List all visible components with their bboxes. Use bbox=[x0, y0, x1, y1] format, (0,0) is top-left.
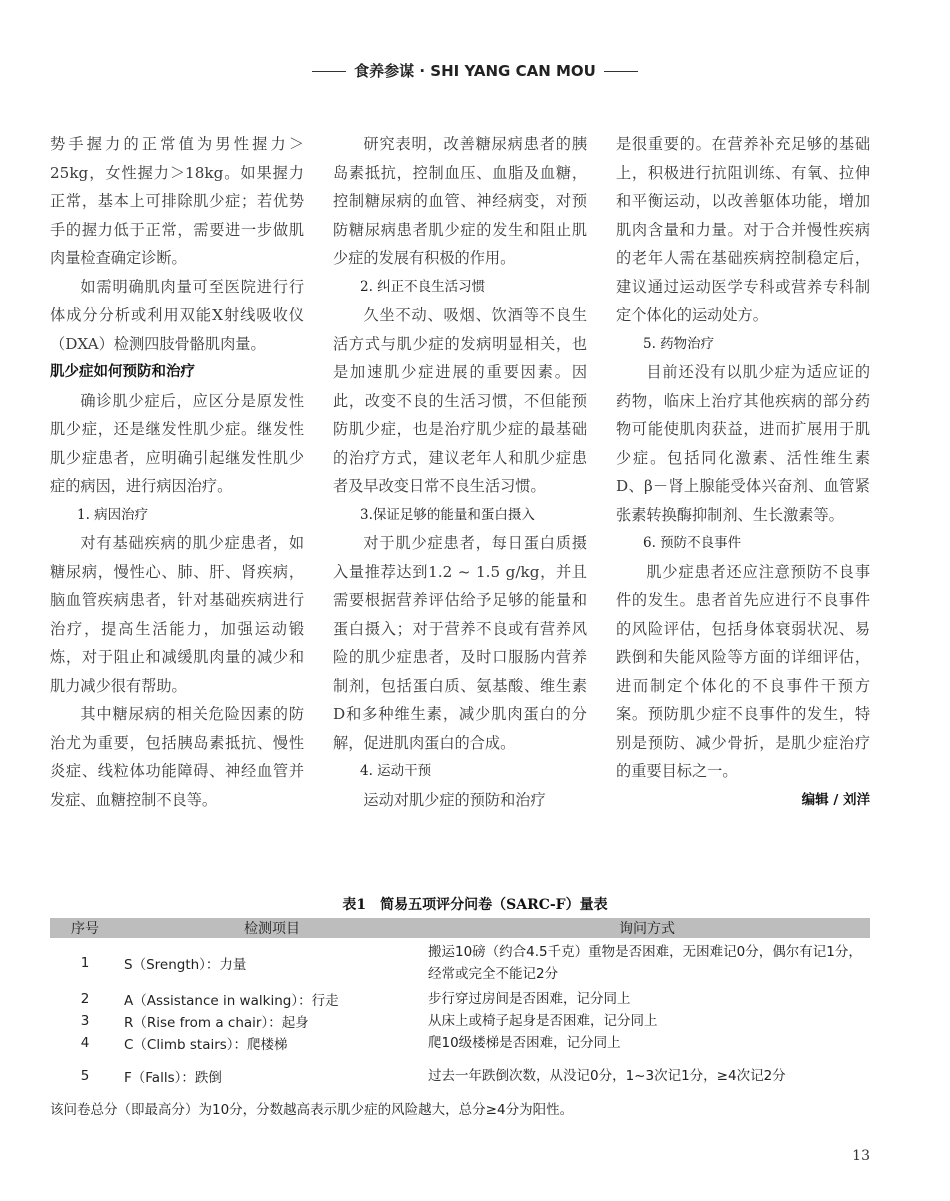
paragraph: 运动对肌少症的预防和治疗 bbox=[363, 790, 546, 809]
section-heading: 肌少症如何预防和治疗 bbox=[50, 364, 195, 380]
table-row bbox=[50, 988, 870, 1010]
row-item: R（Rise from a chair）：起身 bbox=[124, 1015, 309, 1031]
subheading: 5. 药物治疗 bbox=[643, 335, 715, 352]
header-cell: 序号 bbox=[50, 918, 120, 938]
page-header bbox=[0, 60, 950, 81]
paragraph: 久坐不动、吸烟、饮酒等不良生活方式与肌少症的发病明显相关，也是加速肌少症进展的重要因素。因此，改变不良的生活习惯，不但能预防肌少症，也是治疗肌少症的最基础的治疗方式，建议老年人和肌少症患者及早改变日常不良生活习惯。 bbox=[333, 306, 587, 495]
editor-credit: 编辑 / 刘洋 bbox=[801, 791, 870, 808]
header-rule-left bbox=[312, 71, 346, 72]
article-body bbox=[50, 130, 870, 890]
column-1 bbox=[50, 130, 304, 890]
row-method: 从床上或椅子起身是否困难，记分同上 bbox=[428, 1013, 658, 1029]
row-method: 步行穿过房间是否困难，记分同上 bbox=[428, 991, 631, 1007]
row-item: C（Climb stairs）：爬楼梯 bbox=[124, 1037, 288, 1053]
row-number: 3 bbox=[80, 1013, 90, 1029]
page-number: 13 bbox=[852, 1148, 870, 1164]
header-cell: 询问方式 bbox=[424, 918, 870, 938]
header-title: 食养参谋 · SHI YANG CAN MOU bbox=[354, 62, 596, 80]
table-header-row bbox=[50, 918, 870, 938]
table-row bbox=[50, 1032, 870, 1054]
paragraph: 是很重要的。在营养补充足够的基础上，积极进行抗阻训练、有氧、拉伸和平衡运动，以改善躯体功能，增加肌肉含量和力量。对于合并慢性疾病的老年人需在基础疾病控制稳定后，建议通过运动医学专科或营养专科制定个体化的运动处方。 bbox=[616, 135, 870, 324]
row-method: 爬10级楼梯是否困难，记分同上 bbox=[428, 1035, 621, 1051]
row-method: 搬运10磅（约合4.5千克）重物是否困难，无困难记0分，偶尔有记1分，经常或完全不能记2分 bbox=[428, 944, 862, 982]
column-2 bbox=[333, 130, 587, 890]
subheading: 1. 病因治疗 bbox=[77, 506, 149, 523]
paragraph: 如需明确肌肉量可至医院进行行体成分分析或利用双能X射线吸收仪（DXA）检测四肢骨骼肌肉量。 bbox=[50, 277, 304, 353]
header-cell: 检测项目 bbox=[120, 918, 424, 938]
table-footnote: 该问卷总分（即最高分）为10分，分数越高表示肌少症的风险越大，总分≥4分为阳性。 bbox=[50, 1102, 574, 1118]
subheading: 6. 预防不良事件 bbox=[643, 535, 742, 551]
paragraph: 目前还没有以肌少症为适应证的药物，临床上治疗其他疾病的部分药物可能使肌肉获益，进而扩展用于肌少症。包括同化激素、活性维生素D、β－肾上腺能受体兴奋剂、血管紧张素转换酶抑制剂、生长激素等。 bbox=[616, 363, 870, 524]
row-item: A（Assistance in walking）：行走 bbox=[124, 993, 339, 1009]
paragraph: 对于肌少症患者，每日蛋白质摄入量推荐达到1.2 ~ 1.5 g/kg，并且需要根据营养评估给予足够的能量和蛋白摄入；对于营养不良或有营养风险的肌少症患者，及时口服肠内营养制剂，包括蛋白质、氨基酸、维生素D和多种维生素，减少肌肉蛋白的分解，促进肌肉蛋白的合成。 bbox=[333, 534, 587, 752]
row-number: 5 bbox=[80, 1068, 90, 1084]
row-number: 4 bbox=[80, 1035, 90, 1051]
row-item: F（Falls）：跌倒 bbox=[124, 1070, 222, 1086]
subheading: 2. 纠正不良生活习惯 bbox=[360, 278, 486, 295]
paragraph: 肌少症患者还应注意预防不良事件的发生。患者首先应进行不良事件的风险评估，包括身体衰弱状况、易跌倒和失能风险等方面的详细评估，进而制定个体化的不良事件干预方案。预防肌少症不良事件的发生，特别是预防、减少骨折，是肌少症治疗的重要目标之一。 bbox=[616, 562, 870, 780]
row-number: 1 bbox=[80, 955, 90, 971]
column-3 bbox=[616, 130, 870, 890]
paragraph: 研究表明，改善糖尿病患者的胰岛素抵抗，控制血压、血脂及血糖，控制糖尿病的血管、神经病变，对预防糖尿病患者肌少症的发生和阻止肌少症的发展有积极的作用。 bbox=[333, 135, 587, 267]
table-row bbox=[50, 1054, 870, 1098]
paragraph: 确诊肌少症后，应区分是原发性肌少症，还是继发性肌少症。继发性肌少症患者，应明确引起继发性肌少症的病因，进行病因治疗。 bbox=[50, 391, 304, 495]
header-rule-right bbox=[604, 71, 638, 72]
paragraph: 对有基础疾病的肌少症患者，如糖尿病，慢性心、肺、肝、肾疾病，脑血管疾病患者，针对基础疾病进行治疗，提高生活能力，加强运动锻炼，对于阻止和减缓肌肉量的减少和肌力减少很有帮助。 bbox=[50, 534, 304, 695]
paragraph: 势手握力的正常值为男性握力＞25kg，女性握力＞18kg。如果握力正常，基本上可排除肌少症；若优势手的握力低于正常，需要进一步做肌肉量检查确定诊断。 bbox=[50, 135, 304, 267]
subheading: 3.保证足够的能量和蛋白摄入 bbox=[360, 506, 535, 523]
row-method: 过去一年跌倒次数，从没记0分，1~3次记1分，≥4次记2分 bbox=[428, 1068, 786, 1084]
subheading: 4. 运动干预 bbox=[360, 763, 432, 779]
row-number: 2 bbox=[80, 991, 90, 1007]
paragraph: 其中糖尿病的相关危险因素的防治尤为重要，包括胰岛素抵抗、慢性炎症、线粒体功能障碍、神经血管并发症、血糖控制不良等。 bbox=[50, 705, 304, 809]
row-item: S（Srength）：力量 bbox=[124, 957, 247, 973]
sarc-f-table bbox=[50, 918, 870, 1098]
table-row bbox=[50, 938, 870, 988]
table-title: 表1 简易五项评分问卷（SARC-F）量表 bbox=[342, 897, 608, 913]
table-row bbox=[50, 1010, 870, 1032]
